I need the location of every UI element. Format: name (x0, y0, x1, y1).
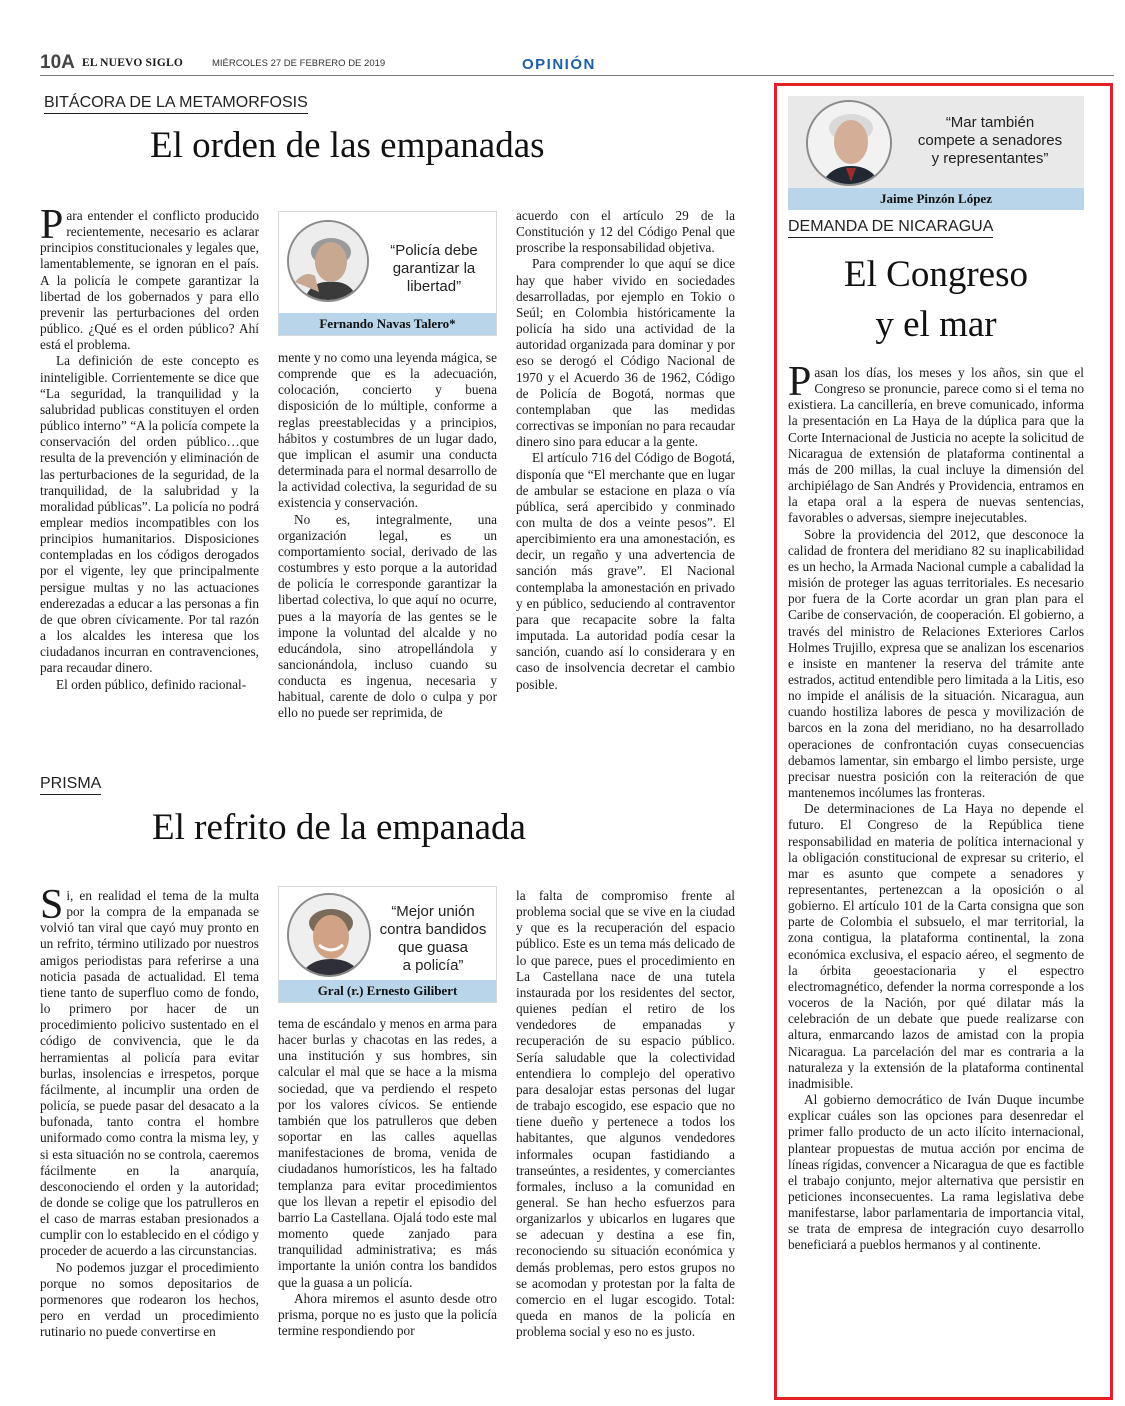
article3-headline: El Congreso y el mar (844, 254, 1028, 345)
article2-column-3 (516, 888, 735, 1340)
article3-paragraph: De determinaciones de La Haya no depende el futuro. El Congreso de la República tiene responsabilidad en materia de política internacional y la obligación constitucional de expresar su criterio, el mar es asunto que compete a senadores y representantes, pertenezcan a la oposición o al gobierno. El artículo 101 de la Carta consigna que son parte de Colombia el subsuelo, el mar territorial, la zona contigua, la plataforma continental, la zona económica exclusiva, el espacio aéreo, el segmento de la órbita geoestacionaria y el espectro electromagnético, defender la norma corresponde a los voceros de la Nación, por qué dilatar más la celebración de un debate que puede realizarse con altura, enmarcando lazos de amistad con la propia Nicaragua. La parcelación del mar es contraria a la naturaleza y la extensión de la plataforma continental inadmisible. (788, 801, 1084, 1091)
article2-column-1 (40, 882, 259, 1340)
article1-paragraph: La definición de este concepto es ininteligible. Corrientemente se dice que “La seguridad, la tranquilidad y la salubridad publicas constituyen el orden público interno” “A la policía compete la conservación del orden público…que resulta de la prevención y eliminación de las perturbaciones de la seguridad, de la tranquilidad, de la salubridad y la moralidad públicas”. La policía no podrá emplear medios incompatibles con los principios humanitarios. Disposiciones contempladas en los códigos derogados por el vigente, ley que principalmente persigue multas y no las actuaciones enderezadas a educar a las personas a fin de que obren cívicamente. Por tal razón a los alcaldes les interesa que los ciudadanos incurran en contravenciones, para recaudar dinero. (40, 353, 259, 676)
author-quote: “Policía debe garantizar la libertad” (390, 242, 478, 295)
article2-column-2 (278, 1016, 497, 1339)
page-number: 10A (40, 52, 75, 73)
article1-paragraph: El orden público, definido racional- (56, 676, 247, 692)
article1-headline: El orden de las empanadas (150, 125, 545, 166)
article2-kicker: PRISMA (40, 774, 101, 795)
article1-paragraph: Para comprender lo que aquí se dice hay que haber vivido en sociedades desarrolladas, por ejemplo en Tokio o Seúl; en Colombia históricamente la policía ha sido una actividad de la autoridad organizada para dominar y por eso se derogó el Código Nacional de 1970 y el Acuerdo 36 de 1962, Código de Policía de Bogotá, normas que contemplaban que las medidas correctivas se imponían no para recaudar dinero sino para educar a la gente. (516, 256, 735, 450)
author-quote: “Mejor unión contra bandidos que guasa a policía” (379, 903, 487, 974)
article2-paragraph: No podemos juzgar el procedimiento porque no somos depositarios de pormenores que rodearon los hechos, pero en verdad un procedimiento rutinario no puede convertirse en (40, 1259, 259, 1340)
article1-paragraph: Para entender el conflicto producido recientemente, necesario es aclarar principios constitucionales y legales que, lamentablemente, se ignoran en el país. A la policía le compete garantizar la libertad de los gobernados y para ello prevenir las perturbaciones del orden público. ¿Qué es el orden público? Ahí está el problema. (40, 202, 259, 353)
author-portrait-icon (289, 222, 369, 302)
article1-paragraph: El artículo 716 del Código de Bogotá, disponía que “El merchante que en lugar de ambular se estacione en plaza o vía pública, será apercibido y conminado con multa de dos a veinte pesos”. El apercibimiento era una amonestación, es decir, un regaño y una advertencia de sanción más grave”. El Nacional contemplaba la amonestación en privado y en público, seduciendo al contraventor para que recapacite sobre la falta imputada. La autoridad podía cesar la sanción, cuando así lo considerara y en caso de insolvencia decretar el cambio posible. (516, 450, 735, 692)
article2-author-box (278, 886, 497, 1003)
article1-column-1 (40, 202, 259, 693)
article3-paragraph: Pasan los días, los meses y los años, sin que el Congreso se pronuncie, parece como si el tema no existiera. La cancillería, en breve comunicado, informa la presentación en La Haya de la dúplica para que la Corte Internacional de Justicia no acepte la solicitud de Nicaragua de extensión de plataforma continental a más de 200 millas, la cual incluye la dimensión del archipiélago de San Andrés y Providencia, entramos en la etapa oral a la espera de nuevas sentencias, favorables o adversas, siempre inejecutables. (788, 359, 1084, 526)
article1-author-box (278, 211, 497, 336)
dropcap: S (40, 882, 64, 928)
author-name: Fernando Navas Talero* (279, 313, 496, 335)
article2-paragraph: la falta de compromiso frente al problema social que se vive en la ciudad y que es la recuperación del espacio público. Este es un tema más delicado de lo que parece, pues el procedimiento en La Castellana nace de una tutela instaurada por los residentes del sector, quienes pedían el retiro de los vendedores de empanadas y recuperación de su espacio público. Sería saludable que la colectividad entendiera lo complejo del operativo para desalojar estas personas del lugar de trabajo escogido, ese espacio que no tiene dueño y pertenece a todos los habitantes, que algunos vendedores informales ocupan fastidiando a transeúntes, a residentes, y comerciantes formales, incluso a la comunidad en general. Se han hecho esfuerzos para organizarlos y ubicarlos en lugares que se adecuan y destina a ese fin, reconociendo su situación económica y demás problemas, pero estos grupos no se acomodan y protestan por la falta de comercio en el lugar escogido. Total: queda en manos de la policía en problema social y eso no es justo. (516, 888, 735, 1340)
article1-paragraph: mente y no como una leyenda mágica, se comprende que es la adecuación, colocación, concierto y buena disposición de lo múltiple, conforme a reglas preestablecidas y a principios, hábitos y costumbres de un lugar dado, que implican el asumir una conducta determinada para el normal desarrollo de la actividad colectiva, la seguridad de su existencia y conservación. (278, 350, 497, 511)
dropcap: P (40, 202, 64, 248)
author-photo (287, 220, 369, 302)
article2-paragraph: Ahora miremos el asunto desde otro prisma, porque no es justo que la policía termine respondiendo por (278, 1290, 497, 1338)
paper-name: EL NUEVO SIGLO (82, 57, 183, 69)
article3-body (788, 359, 1084, 1254)
author-photo (287, 893, 371, 977)
article2-headline: El refrito de la empanada (152, 807, 526, 848)
article1-column-2 (278, 350, 497, 722)
publication-date: MIÉRCOLES 27 DE FEBRERO DE 2019 (212, 58, 386, 69)
section-name: OPINIÓN (522, 56, 596, 73)
dropcap: P (788, 359, 812, 405)
article3-author-box (788, 96, 1084, 210)
article1-paragraph: acuerdo con el artículo 29 de la Constitución y 12 del Código Penal que proscribe la responsabilidad objetiva. (516, 208, 735, 256)
author-photo (806, 100, 892, 186)
author-portrait-icon (289, 895, 371, 977)
author-name: Jaime Pinzón López (788, 188, 1084, 210)
author-portrait-icon (808, 102, 892, 186)
article2-paragraph: tema de escándalo y menos en arma para hacer burlas y chacotas en las redes, a una institución y sus hombres, sin calcular el mal que se hace a la misma sociedad, que va perdiendo el respeto por los valores cívicos. Se entiende también que los patrulleros que deben soportar en las calles aquellas manifestaciones de broma, venida de ciudadanos humorísticos, les ha faltado templanza para evitar procedimientos que los llevan a repetir el episodio del barrio La Castellana. Ojalá todo este mal momento quede zanjado para tranquilidad administrativa; es más importante la unión contra los bandidos que la guasa a un policía. (278, 1016, 497, 1290)
article2-paragraph: Si, en realidad el tema de la multa por la compra de la empanada se volvió tan viral que cayó muy pronto en un refrito, término utilizado por nuestros amigos periodistas para referirse a una noticia pasada de actualidad. El tema tiene tanto de superfluo como de fondo, lo primero por hacer de un procedimiento policivo sustentado en el código de convivencia, que le da herramientas al policía para evitar burlas, insolencias e irrespetos, porque fácilmente, al incumplir una orden de policía, se puede pasar del desacato a la bufonada, tanto contra el hombre uniformado como contra la misma ley, y si esta situación no se controla, caeremos fácilmente en la anarquía, desconociendo el orden y la autoridad; de donde se colige que los patrulleros en el caso de marras estaban presionados a cumplir con lo establecido en el código y proceder de acuerdo a las circunstancias. (40, 882, 259, 1259)
article1-column-3 (516, 208, 735, 693)
author-quote: “Mar también compete a senadores y representantes” (917, 114, 1063, 167)
article3-paragraph: Al gobierno democrático de Iván Duque incumbe explicar cuáles son las opciones para desenredar el primer fallo producto de un acto ilícito internacional, plantear propuestas de mutua acción por encima de líneas rígidas, convencer a Nicaragua de que es factible el trabajo conjunto, mejor alternativa que persistir en peticiones inconsecuentes. La rama legislativa debe manifestarse, labor parlamentaria de importancia vital, se trata de empresa de integración cuyo desarrollo beneficiará a pueblos hermanos y al continente. (788, 1092, 1084, 1253)
article3-paragraph: Sobre la providencia del 2012, que desconoce la calidad de frontera del meridiano 82 su inaplicabilidad es un hecho, la Armada Nacional cumple a cabalidad la misión de proteger las aguas territoriales. Es necesario por fuera de la Corte acordar un gran plan para el Caribe de conservación, de cooperación. El gobierno, a través del ministro de Relaciones Exteriores Carlos Holmes Trujillo, expresa que se analizan los escenarios e insiste en mantener la reserva del trámite ante estrados, actitud entendible pero limitada a la Litis, eso no impide el análisis de la situación. Nicaragua, aun cuando hostiliza labores de pesca y movilización de barcos en la zona del meridiano, no ha desarrollado operaciones de confrontación cuyas consecuencias debamos lamentar, sin embargo el limbo persiste, urge precisar nuestra posición con la reiteración de que mantenemos incólumes las fronteras. (788, 526, 1084, 801)
article3-kicker: DEMANDA DE NICARAGUA (788, 217, 993, 238)
article1-kicker: BITÁCORA DE LA METAMORFOSIS (44, 93, 308, 114)
article1-paragraph: No es, integralmente, una organización legal, es un comportamiento social, derivado de las costumbres y esto porque a la autoridad de policía le corresponde garantizar la libertad colectiva, lo que aquí no ocurre, pues a la mayoría de las gentes se le impone la voluntad del alcalde y no educándola, sino atropellándola y sancionándola, incluso cuando su conducta es ingenua, necesaria y habitual, carente de dolo o culpa y por ello no puede ser reprimida, de (278, 511, 497, 721)
masthead (40, 52, 1114, 76)
author-name: Gral (r.) Ernesto Gilibert (279, 980, 496, 1002)
